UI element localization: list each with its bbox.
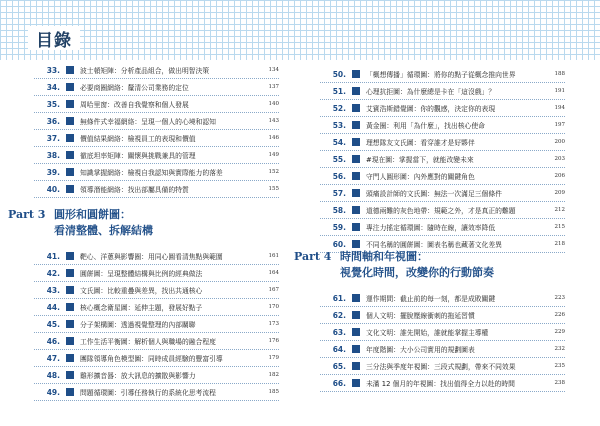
toc-entry[interactable] bbox=[320, 151, 565, 168]
entry-marker-icon bbox=[352, 206, 360, 214]
entry-page-number: 197 bbox=[554, 122, 565, 128]
entry-page-number: 215 bbox=[554, 224, 565, 230]
entry-title: 雞形擴音器：放大訊息的擴散與影響力 bbox=[80, 372, 196, 380]
entry-page-number: 134 bbox=[268, 67, 279, 73]
entry-page-number: 194 bbox=[554, 105, 565, 111]
toc-entry[interactable] bbox=[320, 375, 565, 392]
entry-marker-icon bbox=[66, 286, 74, 294]
entry-page-number: 173 bbox=[268, 321, 279, 327]
entry-page-number: 235 bbox=[554, 363, 565, 369]
entry-number: 42. bbox=[46, 268, 60, 278]
entry-title: 靶心、洋蔥與影響圈：用同心圓看清焦點與範圍 bbox=[80, 253, 223, 261]
part-label: Part 3 bbox=[8, 208, 46, 221]
toc-entry[interactable] bbox=[320, 307, 565, 324]
entry-marker-icon bbox=[352, 294, 360, 302]
entry-title: 波士頓矩陣：分析產品組合，做出明智決策 bbox=[80, 67, 210, 75]
entry-marker-icon bbox=[352, 345, 360, 353]
entry-page-number: 167 bbox=[268, 287, 279, 293]
toc-entry[interactable] bbox=[320, 100, 565, 117]
entry-page-number: 209 bbox=[554, 190, 565, 196]
entry-page-number: 203 bbox=[554, 156, 565, 162]
entry-page-number: 146 bbox=[268, 135, 279, 141]
entry-page-number: 238 bbox=[554, 380, 565, 386]
right-bottom-list bbox=[320, 290, 565, 392]
entry-marker-icon bbox=[66, 320, 74, 328]
toc-entry[interactable] bbox=[34, 96, 279, 113]
entry-number: 60. bbox=[332, 239, 346, 249]
entry-marker-icon bbox=[66, 388, 74, 396]
entry-marker-icon bbox=[66, 66, 74, 74]
entry-number: 38. bbox=[46, 150, 60, 160]
entry-marker-icon bbox=[66, 83, 74, 91]
entry-title: 守門人圓形圖：內外應對的關鍵角色 bbox=[366, 173, 475, 181]
toc-entry[interactable] bbox=[34, 299, 279, 316]
entry-number: 53. bbox=[332, 120, 346, 130]
entry-number: 51. bbox=[332, 86, 346, 96]
entry-page-number: 229 bbox=[554, 329, 565, 335]
left-bottom-list bbox=[34, 248, 279, 401]
entry-page-number: 226 bbox=[554, 312, 565, 318]
part-title-line2: 看清整體、拆解結構 bbox=[54, 224, 153, 237]
toc-entry[interactable] bbox=[34, 367, 279, 384]
entry-page-number: 137 bbox=[268, 84, 279, 90]
entry-marker-icon bbox=[352, 311, 360, 319]
entry-page-number: 161 bbox=[268, 253, 279, 259]
entry-number: 47. bbox=[46, 353, 60, 363]
entry-title: 運作期間：截止前的每一刻，都是成敗關鍵 bbox=[366, 295, 496, 303]
entry-page-number: 185 bbox=[268, 389, 279, 395]
entry-title: 團隊領導角色模型圖：同時成員經驗的豐富引導 bbox=[80, 355, 223, 363]
entry-page-number: 188 bbox=[554, 71, 565, 77]
entry-number: 36. bbox=[46, 116, 60, 126]
entry-number: 37. bbox=[46, 133, 60, 143]
entry-number: 48. bbox=[46, 370, 60, 380]
part-title-line1: 時間軸和年視圖： bbox=[340, 250, 428, 263]
entry-title: 專注力搖定循環圖：隨時在線，讓效率降低 bbox=[366, 224, 496, 232]
toc-entry[interactable] bbox=[320, 185, 565, 202]
entry-number: 59. bbox=[332, 222, 346, 232]
part-label: Part 4 bbox=[294, 250, 332, 263]
toc-entry[interactable] bbox=[34, 316, 279, 333]
toc-entry[interactable] bbox=[320, 83, 565, 100]
entry-title: 必要商圈網絡：釐清公司業務的定位 bbox=[80, 84, 189, 92]
entry-page-number: 206 bbox=[554, 173, 565, 179]
toc-entry[interactable] bbox=[34, 147, 279, 164]
toc-entry[interactable] bbox=[320, 134, 565, 151]
toc-entry[interactable] bbox=[34, 350, 279, 367]
entry-title: #現在圖：掌握當下，就能改變未來 bbox=[366, 156, 474, 164]
entry-title: 未滿 12 個月的年視圖：找出值得全力以赴的時間 bbox=[366, 380, 515, 388]
entry-marker-icon bbox=[66, 337, 74, 345]
entry-page-number: 232 bbox=[554, 346, 565, 352]
entry-marker-icon bbox=[66, 354, 74, 362]
entry-marker-icon bbox=[352, 87, 360, 95]
toc-entry[interactable] bbox=[34, 62, 279, 79]
entry-number: 50. bbox=[332, 69, 346, 79]
entry-number: 63. bbox=[332, 327, 346, 337]
entry-page-number: 155 bbox=[268, 186, 279, 192]
toc-entry[interactable] bbox=[34, 79, 279, 96]
entry-page-number: 218 bbox=[554, 241, 565, 247]
toc-entry[interactable] bbox=[34, 164, 279, 181]
entry-number: 45. bbox=[46, 319, 60, 329]
entry-title: 艾賓浩斯錯覺圖：你的觀感，決定你的表現 bbox=[366, 105, 496, 113]
entry-number: 66. bbox=[332, 378, 346, 388]
toc-entry[interactable] bbox=[34, 265, 279, 282]
entry-page-number: 200 bbox=[554, 139, 565, 145]
entry-marker-icon bbox=[352, 70, 360, 78]
entry-page-number: 191 bbox=[554, 88, 565, 94]
entry-number: 34. bbox=[46, 82, 60, 92]
entry-title: 問題循環圖：引導任務執行的系統化思考流程 bbox=[80, 389, 216, 397]
entry-marker-icon bbox=[352, 104, 360, 112]
toc-entry[interactable] bbox=[320, 341, 565, 358]
entry-number: 65. bbox=[332, 361, 346, 371]
part-3-heading bbox=[8, 206, 153, 238]
entry-title: 「概想傳播」循環圖：將你的點子從概念推向世界 bbox=[366, 71, 516, 79]
entry-marker-icon bbox=[352, 223, 360, 231]
entry-title: 文化文明：誰先開始，誰就能掌握主導權 bbox=[366, 329, 489, 337]
toc-entry[interactable] bbox=[320, 324, 565, 341]
entry-number: 62. bbox=[332, 310, 346, 320]
toc-entry[interactable] bbox=[320, 219, 565, 236]
entry-number: 35. bbox=[46, 99, 60, 109]
entry-marker-icon bbox=[352, 138, 360, 146]
entry-title: 知識掌握網絡：檢視自我認知與實際能力的落差 bbox=[80, 169, 223, 177]
entry-marker-icon bbox=[66, 303, 74, 311]
entry-marker-icon bbox=[352, 189, 360, 197]
entry-page-number: 170 bbox=[268, 304, 279, 310]
entry-marker-icon bbox=[352, 379, 360, 387]
entry-number: 43. bbox=[46, 285, 60, 295]
entry-marker-icon bbox=[66, 168, 74, 176]
toc-entry[interactable] bbox=[320, 290, 565, 307]
part-title-line1: 圓形和圓餅圖： bbox=[54, 208, 131, 221]
entry-number: 58. bbox=[332, 205, 346, 215]
entry-page-number: 176 bbox=[268, 338, 279, 344]
entry-number: 41. bbox=[46, 251, 60, 261]
entry-page-number: 182 bbox=[268, 372, 279, 378]
entry-page-number: 179 bbox=[268, 355, 279, 361]
entry-number: 46. bbox=[46, 336, 60, 346]
entry-number: 49. bbox=[46, 387, 60, 397]
entry-number: 64. bbox=[332, 344, 346, 354]
entry-number: 55. bbox=[332, 154, 346, 164]
toc-entry[interactable] bbox=[34, 282, 279, 299]
part-4-heading bbox=[294, 248, 494, 280]
entry-marker-icon bbox=[352, 362, 360, 370]
right-top-list bbox=[320, 66, 565, 253]
entry-number: 52. bbox=[332, 103, 346, 113]
entry-title: 徹底坦率矩陣：關懷與挑戰兼具的管理 bbox=[80, 152, 196, 160]
entry-marker-icon bbox=[352, 121, 360, 129]
entry-marker-icon bbox=[66, 252, 74, 260]
entry-marker-icon bbox=[66, 269, 74, 277]
entry-page-number: 223 bbox=[554, 295, 565, 301]
entry-marker-icon bbox=[352, 328, 360, 336]
entry-page-number: 152 bbox=[268, 169, 279, 175]
entry-marker-icon bbox=[352, 240, 360, 248]
entry-marker-icon bbox=[352, 172, 360, 180]
entry-number: 57. bbox=[332, 188, 346, 198]
page-title: 目錄 bbox=[36, 30, 72, 51]
entry-page-number: 164 bbox=[268, 270, 279, 276]
entry-title: 無條件式幸福網絡：呈現一個人的心境和認知 bbox=[80, 118, 216, 126]
entry-marker-icon bbox=[66, 100, 74, 108]
entry-marker-icon bbox=[352, 155, 360, 163]
left-top-list bbox=[34, 62, 279, 198]
entry-number: 61. bbox=[332, 293, 346, 303]
toc-entry[interactable] bbox=[34, 384, 279, 401]
entry-title: 三分法與季度年視圖：三段式規劃，帶來不同效果 bbox=[366, 363, 516, 371]
toc-entry[interactable] bbox=[34, 113, 279, 130]
toc-entry[interactable] bbox=[34, 181, 279, 198]
entry-title: 心理抗拒圖：為什麼總是卡在「這沒戲」？ bbox=[366, 88, 496, 96]
toc-entry[interactable] bbox=[320, 66, 565, 83]
toc-entry[interactable] bbox=[320, 168, 565, 185]
entry-title: 頭痛設計師的文氏圖：無法一次滿足三個條件 bbox=[366, 190, 502, 198]
toc-entry[interactable] bbox=[320, 202, 565, 219]
toc-entry[interactable] bbox=[320, 358, 565, 375]
entry-number: 56. bbox=[332, 171, 346, 181]
entry-title: 不同名稱的圓餅圖：圖表名稱也藏著文化差異 bbox=[366, 241, 502, 249]
entry-title: 工作生活平衡圖：解析個人與職場的融合程度 bbox=[80, 338, 216, 346]
toc-entry[interactable] bbox=[34, 248, 279, 265]
entry-title: 年度階圖：大小公司實用的規劃圖表 bbox=[366, 346, 475, 354]
entry-title: 周哈里窗：改善自我覺察和個人發展 bbox=[80, 101, 189, 109]
entry-title: 分子架構圖：透過視覺整理的內部關聯 bbox=[80, 321, 196, 329]
entry-title: 價值結果網絡：檢視員工的表現和價值 bbox=[80, 135, 196, 143]
entry-title: 文氏圖：比較重疊與差異，找出共通核心 bbox=[80, 287, 203, 295]
entry-number: 39. bbox=[46, 167, 60, 177]
entry-number: 44. bbox=[46, 302, 60, 312]
entry-title: 道德兩難的灰色地帶：規範之外，才是真正的難題 bbox=[366, 207, 516, 215]
entry-page-number: 143 bbox=[268, 118, 279, 124]
part-title-line2: 視覺化時間，改變你的行動節奏 bbox=[340, 266, 494, 279]
entry-page-number: 149 bbox=[268, 152, 279, 158]
entry-number: 54. bbox=[332, 137, 346, 147]
entry-title: 理想隊友文氏圖：看穿誰才是好夥伴 bbox=[366, 139, 475, 147]
entry-title: 個人文明：擺脫壓線衝刺的拖延習慣 bbox=[366, 312, 475, 320]
grid-header-band bbox=[0, 0, 600, 60]
entry-marker-icon bbox=[66, 151, 74, 159]
toc-entry[interactable] bbox=[34, 130, 279, 147]
entry-title: 領導潛能網絡：找出部屬具備的特質 bbox=[80, 186, 189, 194]
entry-marker-icon bbox=[66, 371, 74, 379]
toc-entry[interactable] bbox=[320, 117, 565, 134]
entry-marker-icon bbox=[66, 134, 74, 142]
entry-number: 33. bbox=[46, 65, 60, 75]
entry-marker-icon bbox=[66, 117, 74, 125]
entry-title: 核心概念衛星圖：延伸主題，發展好點子 bbox=[80, 304, 203, 312]
title-box bbox=[28, 26, 80, 50]
entry-title: 黃金圈：利用「為什麼」，找出核心使命 bbox=[366, 122, 485, 130]
entry-title: 圓餅圖：呈現整體結構與比例的經典做法 bbox=[80, 270, 203, 278]
entry-page-number: 140 bbox=[268, 101, 279, 107]
entry-marker-icon bbox=[66, 185, 74, 193]
entry-number: 40. bbox=[46, 184, 60, 194]
entry-page-number: 212 bbox=[554, 207, 565, 213]
toc-entry[interactable] bbox=[34, 333, 279, 350]
